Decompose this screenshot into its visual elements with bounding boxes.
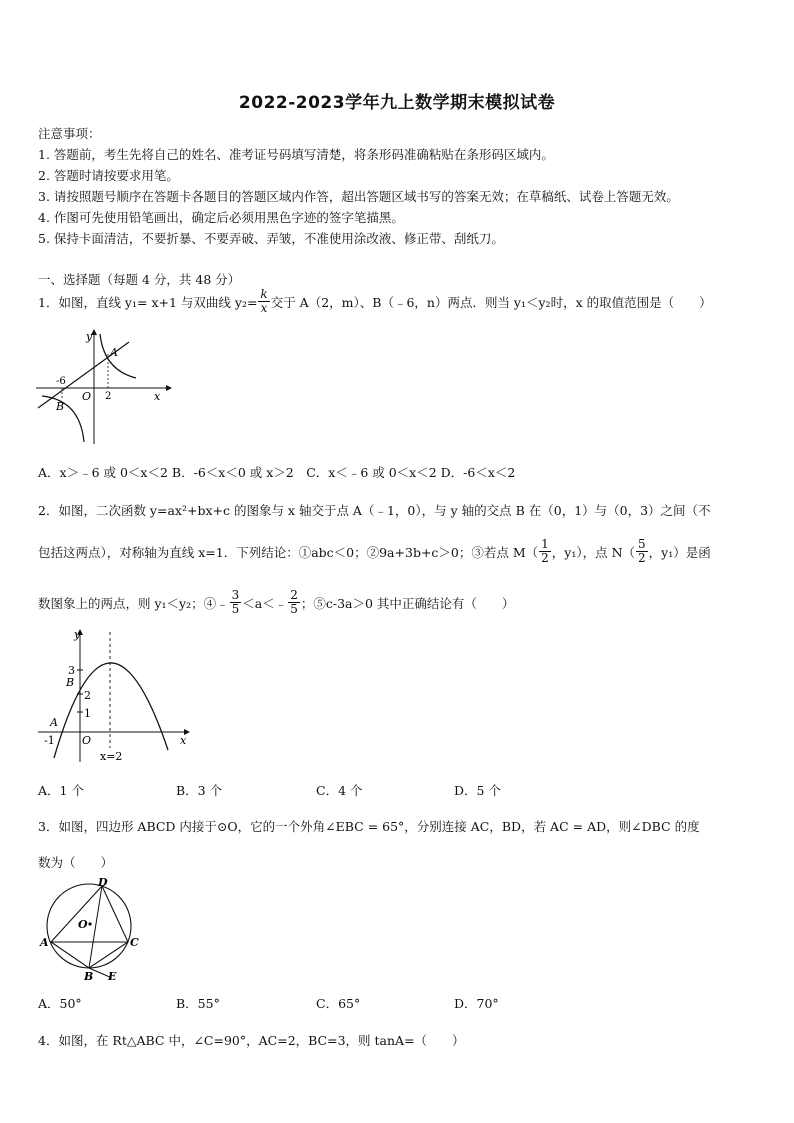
label-b: B [84, 970, 94, 982]
q2-text-c: ，y₁）是函 [648, 544, 711, 560]
label-o: O [78, 918, 88, 931]
label-1: 1 [84, 707, 91, 720]
q2-option-d: D．5 个 [454, 783, 501, 798]
frac-den: 2 [541, 551, 549, 565]
label-a: A [40, 936, 49, 949]
label-2: 2 [84, 689, 91, 702]
question-3-line-1: 3．如图，四边形 ABCD 内接于⊙O，它的一个外角∠EBC = 65°，分别连接 AC，BD，若 AC = AD，则∠DBC 的度 [38, 819, 700, 834]
question-2-line-2 [38, 538, 711, 565]
label-o: O [82, 390, 92, 403]
q2-frac-m [539, 538, 551, 565]
label-x: x [180, 734, 187, 747]
notice-heading: 注意事项： [38, 126, 101, 141]
q3-option-d: D．70° [454, 996, 499, 1011]
q1-frac-num: k [260, 287, 268, 301]
label-b: B [56, 400, 65, 413]
x-axis-arrow [166, 385, 172, 391]
q2-frac-1 [230, 589, 242, 616]
label-3: 3 [68, 664, 75, 677]
question-2-line-3 [38, 589, 514, 616]
hyperbola-branch-1 [100, 334, 136, 378]
notice-item: 1. 答题前，考生先将自己的姓名、准考证号码填写清楚，将条形码准确粘贴在条形码区域内。 [38, 147, 554, 162]
q2-frac-n [636, 538, 648, 565]
label-a: A [50, 716, 58, 729]
q3-option-a: A．50° [38, 996, 82, 1011]
label-y: y [74, 628, 81, 641]
q2-option-b: B．3 个 [176, 783, 223, 798]
center-dot [88, 922, 91, 925]
label-x: x [154, 390, 161, 403]
q2-option-a: A．1 个 [38, 783, 84, 798]
question-3-line-2: 数为（ ） [38, 855, 114, 870]
section-heading: 一、选择题（每题 4 分，共 48 分） [38, 272, 241, 287]
notice-item: 5. 保持卡面清洁，不要折暴、不要弄破、弄皱，不准使用涂改液、修正带、刮纸刀。 [38, 231, 504, 246]
q3-option-b: B．55° [176, 996, 220, 1011]
question-1-stem [38, 288, 712, 315]
frac-num: 2 [290, 588, 298, 602]
frac-num: 3 [231, 588, 240, 602]
q3-figure [36, 874, 146, 982]
label-c: C [130, 936, 139, 949]
circle-o [47, 884, 131, 968]
q1-text-a: 1．如图，直线 y₁= x+1 与双曲线 y₂= [38, 294, 258, 310]
q1-frac-den: x [260, 301, 268, 315]
q2-option-c: C．4 个 [316, 783, 363, 798]
page-title: 2022-2023学年九上数学期末模拟试卷 [238, 93, 556, 113]
q2-text-a: 包括这两点），对称轴为直线 x=1．下列结论：①abc＜0；②9a+3b+c＞0；③若点 M（ [38, 544, 539, 560]
frac-den: 5 [231, 602, 240, 616]
frac-den: 5 [290, 602, 298, 616]
label-axis: x=2 [100, 750, 123, 763]
label-a: A [110, 346, 118, 359]
frac-num: 1 [541, 537, 549, 551]
q1-options: A．x＞﹣6 或 0＜x＜2 B．-6＜x＜0 或 x＞2 C．x＜﹣6 或 0＜x＜2 D．-6＜x＜2 [38, 465, 516, 480]
q3-option-c: C．65° [316, 996, 361, 1011]
q2-text-f: ；⑤c-3a＞0 其中正确结论有（ ） [300, 595, 515, 611]
label-neg1: -1 [44, 734, 55, 747]
frac-den: 2 [638, 551, 646, 565]
notice-item: 2. 答题时请按要求用笔。 [38, 168, 179, 183]
q2-figure [34, 624, 194, 766]
frac-num: 5 [638, 537, 646, 551]
q2-text-e: ＜a＜﹣ [242, 595, 288, 611]
q2-text-d: 数图象上的两点，则 y₁＜y₂；④﹣ [38, 595, 229, 611]
question-4-line-1: 4．如图，在 Rt△ABC 中，∠C=90°，AC=2，BC=3，则 tanA=（ ） [38, 1033, 465, 1048]
label-d: D [98, 876, 108, 889]
label-neg6: -6 [56, 376, 66, 387]
q2-text-b: ，y₁），点 N（ [551, 544, 636, 560]
quadrilateral-abcd [51, 886, 128, 968]
label-y: y [86, 330, 93, 343]
q1-figure [34, 326, 174, 448]
label-2: 2 [105, 391, 112, 402]
label-b: B [66, 676, 75, 689]
label-o: O [82, 734, 92, 747]
q1-text-b: 交于 A（2，m）、B（﹣6，n）两点．则当 y₁＜y₂时，x 的取值范围是（ ） [270, 294, 712, 310]
question-2-line-1: 2．如图，二次函数 y=ax²+bx+c 的图象与 x 轴交于点 A（﹣1，0），与 y 轴的交点 B 在（0，1）与（0，3）之间（不 [38, 503, 711, 518]
q2-frac-2 [288, 589, 300, 616]
q1-fraction [258, 288, 269, 315]
label-e: E [108, 970, 117, 982]
notice-item: 3. 请按照题号顺序在答题卡各题目的答题区域内作答，超出答题区域书写的答案无效；在草稿纸、试卷上答题无效。 [38, 189, 679, 204]
notice-item: 4. 作图可先使用铅笔画出，确定后必须用黑色字迹的签字笔描黑。 [38, 210, 404, 225]
